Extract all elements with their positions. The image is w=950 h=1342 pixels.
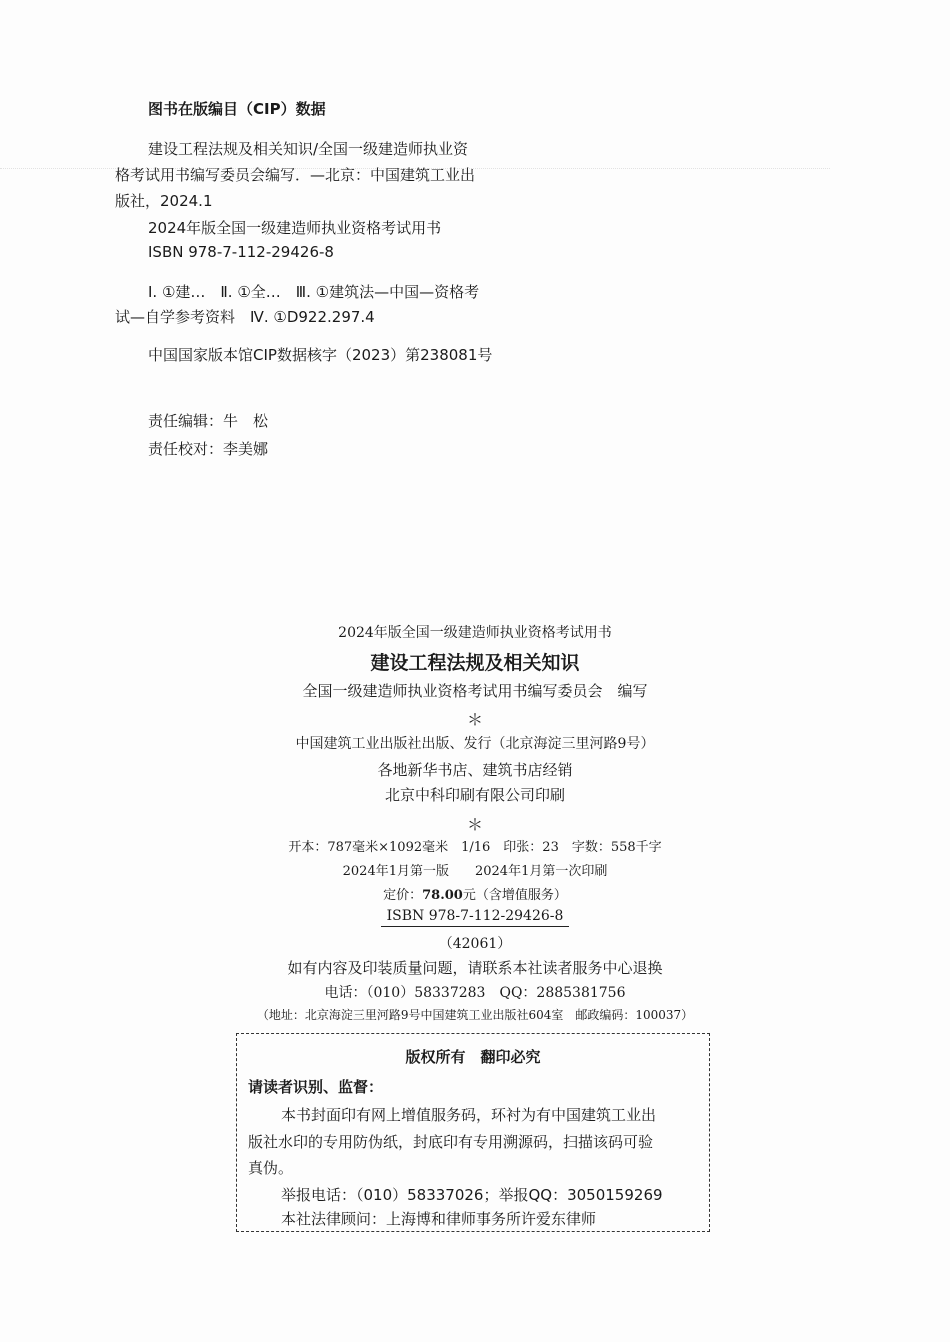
colophon-printer: 北京中科印刷有限公司印刷 bbox=[384, 786, 565, 804]
cip-description-line-2: 格考试用书编写委员会编写．—北京：中国建筑工业出 bbox=[115, 166, 476, 184]
colophon-title: 建设工程法规及相关知识 bbox=[370, 652, 580, 674]
price-value: 78.00 bbox=[422, 888, 463, 903]
price-label: 定价： bbox=[383, 888, 423, 903]
price-suffix: 元（含增值服务） bbox=[462, 888, 567, 903]
colophon-author: 全国一级建造师执业资格考试用书编写委员会 编写 bbox=[302, 682, 648, 700]
cip-classification-line-1: Ⅰ. ①建… Ⅱ. ①全… Ⅲ. ①建筑法—中国—资格考 bbox=[148, 283, 480, 301]
copyright-title: 版权所有 翻印必究 bbox=[405, 1048, 541, 1066]
address-info: （地址：北京海淀三里河路9号中国建筑工业出版社604室 邮政编码：100037） bbox=[256, 1008, 694, 1022]
cip-isbn: ISBN 978-7-112-29426-8 bbox=[148, 243, 334, 261]
legal-counsel: 本社法律顾问：上海博和律师事务所许爱东律师 bbox=[281, 1210, 597, 1228]
cip-number: 中国国家版本馆CIP数据核字（2023）第238081号 bbox=[148, 346, 493, 364]
responsible-editor: 责任编辑：牛 松 bbox=[148, 412, 269, 430]
colophon-distributor: 各地新华书店、建筑书店经销 bbox=[377, 761, 573, 779]
colophon-edition: 2024年1月第一版 2024年1月第一次印刷 bbox=[342, 864, 608, 879]
colophon-series: 2024年版全国一级建造师执业资格考试用书 bbox=[338, 625, 612, 641]
colophon-isbn-row bbox=[0, 908, 950, 927]
copyright-notice-box bbox=[236, 1033, 710, 1232]
cip-series: 2024年版全国一级建造师执业资格考试用书 bbox=[148, 219, 442, 237]
colophon-isbn: ISBN 978-7-112-29426-8 bbox=[381, 908, 570, 927]
separator-star-1: ＊ bbox=[466, 710, 483, 729]
copyright-body-line-2: 版社水印的专用防伪纸，封底印有专用溯源码，扫描该码可验 bbox=[248, 1133, 654, 1151]
cip-description-line-3: 版社，2024.1 bbox=[115, 192, 213, 210]
report-contact: 举报电话：（010）58337026；举报QQ：3050159269 bbox=[281, 1186, 663, 1204]
quality-notice: 如有内容及印装质量问题，请联系本社读者服务中心退换 bbox=[287, 959, 663, 977]
colophon-format: 开本：787毫米×1092毫米 1/16 印张：23 字数：558千字 bbox=[288, 840, 662, 855]
cip-classification-line-2: 试—自学参考资料 Ⅳ. ①D922.297.4 bbox=[115, 308, 375, 326]
colophon-publisher: 中国建筑工业出版社出版、发行（北京海淀三里河路9号） bbox=[295, 736, 655, 752]
responsible-proofreader: 责任校对：李美娜 bbox=[148, 440, 269, 458]
copyright-body-line-1: 本书封面印有网上增值服务码，环衬为有中国建筑工业出 bbox=[281, 1106, 657, 1124]
colophon-price bbox=[0, 884, 950, 903]
copyright-subtitle: 请读者识别、监督： bbox=[248, 1078, 384, 1096]
copyright-body-line-3: 真伪。 bbox=[248, 1159, 294, 1177]
cip-description-line-1: 建设工程法规及相关知识/全国一级建造师执业资 bbox=[148, 140, 469, 158]
cip-heading: 图书在版编目（CIP）数据 bbox=[148, 100, 326, 118]
contact-info: 电话：（010）58337283 QQ：2885381756 bbox=[324, 985, 626, 1001]
separator-star-2: ＊ bbox=[466, 815, 483, 834]
colophon-code: （42061） bbox=[438, 936, 512, 952]
